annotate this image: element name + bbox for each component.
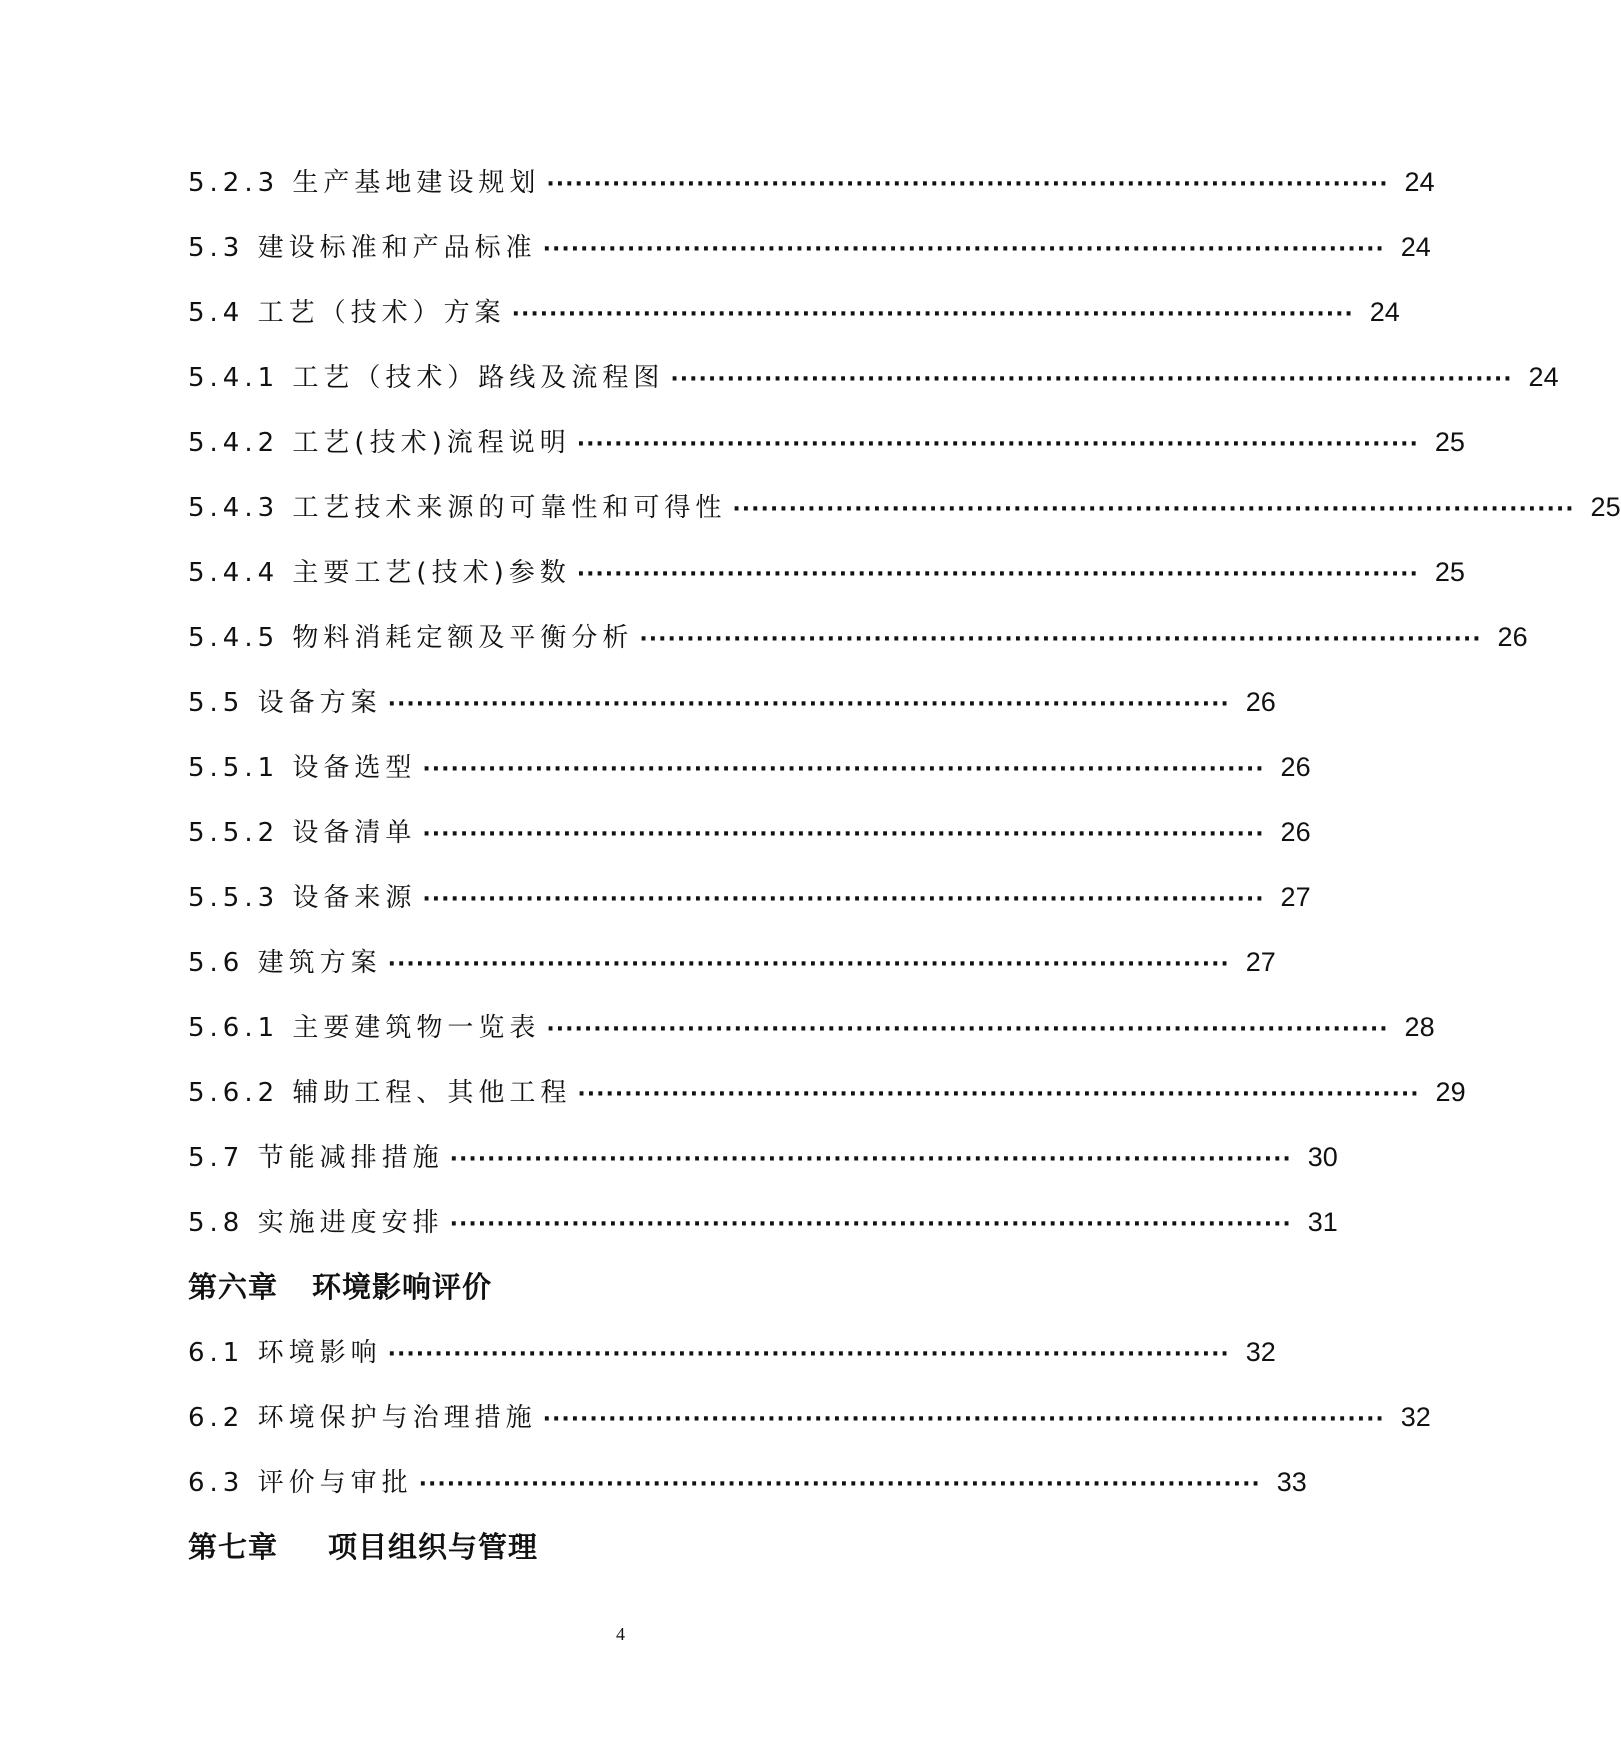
toc-entry-label: 5.2.3 生产基地建设规划: [188, 168, 541, 198]
toc-entry-label: 6.1 环境影响: [188, 1338, 382, 1368]
dot-leader: ··························································································: [387, 952, 1230, 977]
dot-leader: ··························································································: [418, 1472, 1261, 1497]
dot-leader: ··························································································: [576, 432, 1419, 457]
toc-entry[interactable]: [188, 1060, 1466, 1125]
toc-entry-page: 32: [1400, 1402, 1431, 1432]
toc-entry-page: 27: [1280, 882, 1311, 912]
toc-entry-label: 5.4.5 物料消耗定额及平衡分析: [188, 623, 634, 653]
toc-entry-page: 27: [1245, 947, 1276, 977]
toc-entry-label: 5.5.3 设备来源: [188, 883, 417, 913]
toc-entry-label: 5.4.3 工艺技术来源的可靠性和可得性: [188, 493, 727, 523]
toc-entry-label: 5.7 节能减排措施: [188, 1143, 444, 1173]
toc-entry-page: 26: [1280, 752, 1311, 782]
dot-leader: ··························································································: [546, 172, 1389, 197]
toc-entry-label: 5.3 建设标准和产品标准: [188, 233, 537, 263]
toc-entry-label: 6.3 评价与审批: [188, 1468, 413, 1498]
chapter-heading[interactable]: [188, 1515, 1058, 1580]
toc-entry-page: 31: [1307, 1207, 1338, 1237]
toc-entry-page: 33: [1276, 1467, 1307, 1497]
toc-entry[interactable]: [188, 540, 1465, 605]
dot-leader: ··························································································: [670, 367, 1513, 392]
dot-leader: ··························································································: [422, 757, 1265, 782]
dot-leader: ··························································································: [422, 887, 1265, 912]
toc-entry-label: 5.4.4 主要工艺(技术)参数: [188, 558, 571, 588]
dot-leader: ··························································································: [639, 627, 1482, 652]
toc-entry-label: 5.5.2 设备清单: [188, 818, 417, 848]
toc-entry-page: 32: [1245, 1337, 1276, 1367]
toc-entry[interactable]: [188, 1320, 1276, 1385]
toc-entry[interactable]: [188, 930, 1276, 995]
dot-leader: ··························································································: [387, 1342, 1230, 1367]
toc-entry-label: 5.4.2 工艺(技术)流程说明: [188, 428, 571, 458]
toc-entry-page: 26: [1497, 622, 1528, 652]
toc-entry-page: 24: [1404, 167, 1435, 197]
toc-entry[interactable]: [188, 1190, 1338, 1255]
toc-entry[interactable]: [188, 670, 1276, 735]
dot-leader: ··························································································: [422, 822, 1265, 847]
page-number: 4: [616, 1624, 625, 1644]
toc-entry-page: 29: [1435, 1077, 1466, 1107]
toc-entry[interactable]: [188, 345, 1559, 410]
toc-entry[interactable]: [188, 1125, 1338, 1190]
toc-entry-page: 24: [1369, 297, 1400, 327]
toc-entry-page: 28: [1404, 1012, 1435, 1042]
toc-entry[interactable]: [188, 1385, 1431, 1450]
toc-entry[interactable]: [188, 280, 1400, 345]
toc-entry-label: 5.5.1 设备选型: [188, 753, 417, 783]
toc-entry-page: 25: [1590, 492, 1621, 522]
toc-entry-page: 30: [1307, 1142, 1338, 1172]
dot-leader: ··························································································: [542, 1407, 1385, 1432]
dot-leader: ··························································································: [449, 1147, 1292, 1172]
toc-entry-label: 5.6.2 辅助工程、其他工程: [188, 1078, 572, 1108]
toc-entry-label: 5.4 工艺（技术）方案: [188, 298, 506, 328]
dot-leader: ··························································································: [546, 1017, 1389, 1042]
toc-entry[interactable]: [188, 995, 1435, 1060]
chapter-heading[interactable]: [188, 1255, 1058, 1320]
dot-leader: ··························································································: [576, 562, 1419, 587]
toc-entry[interactable]: [188, 1450, 1307, 1515]
toc-entry[interactable]: [188, 605, 1528, 670]
toc-entry[interactable]: [188, 800, 1311, 865]
toc-entry-label: 5.8 实施进度安排: [188, 1208, 444, 1238]
toc-entry[interactable]: [188, 150, 1435, 215]
dot-leader: ··························································································: [577, 1082, 1420, 1107]
table-of-contents: [188, 150, 1621, 1580]
toc-entry[interactable]: [188, 735, 1311, 800]
toc-entry-label: 5.6.1 主要建筑物一览表: [188, 1013, 541, 1043]
toc-entry-page: 26: [1280, 817, 1311, 847]
toc-entry-page: 26: [1245, 687, 1276, 717]
dot-leader: ··························································································: [542, 237, 1385, 262]
dot-leader: ··························································································: [511, 302, 1354, 327]
dot-leader: ··························································································: [387, 692, 1230, 717]
toc-entry[interactable]: [188, 865, 1311, 930]
toc-entry-label: 6.2 环境保护与治理措施: [188, 1403, 537, 1433]
chapter-title: 环境影响评价: [312, 1270, 493, 1304]
toc-entry-page: 25: [1434, 427, 1465, 457]
chapter-number: 第七章: [188, 1530, 279, 1564]
toc-entry-label: 5.5 设备方案: [188, 688, 382, 718]
toc-entry[interactable]: [188, 475, 1621, 540]
chapter-title: 项目组织与管理: [328, 1530, 539, 1564]
dot-leader: ··························································································: [732, 497, 1575, 522]
toc-entry-page: 24: [1400, 232, 1431, 262]
toc-entry-page: 24: [1528, 362, 1559, 392]
toc-entry-label: 5.6 建筑方案: [188, 948, 382, 978]
chapter-number: 第六章: [188, 1270, 279, 1304]
toc-entry-page: 25: [1434, 557, 1465, 587]
toc-entry[interactable]: [188, 410, 1465, 475]
toc-entry-label: 5.4.1 工艺（技术）路线及流程图: [188, 363, 665, 393]
dot-leader: ··························································································: [449, 1212, 1292, 1237]
toc-entry[interactable]: [188, 215, 1431, 280]
